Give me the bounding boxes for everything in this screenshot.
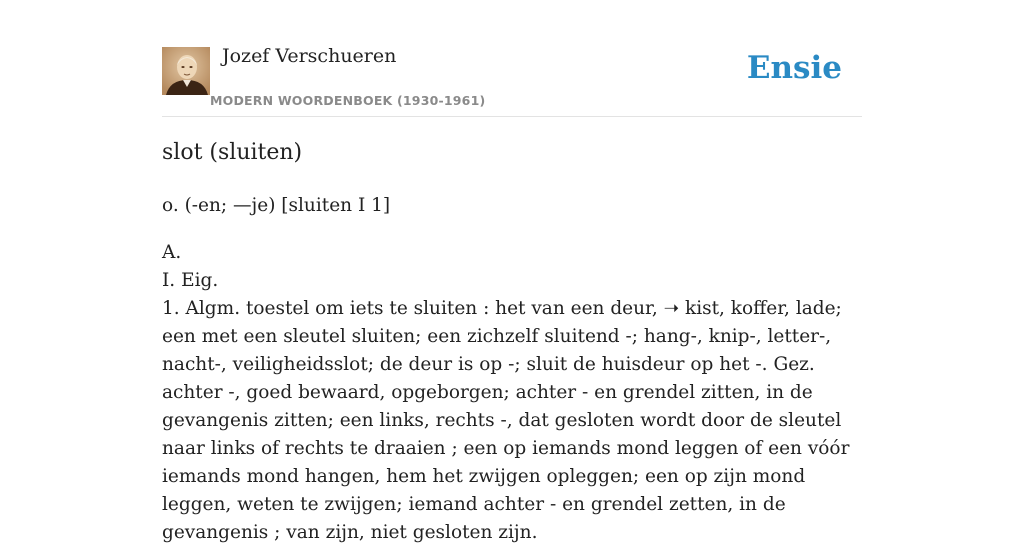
entry-subsection: I. Eig. (162, 270, 219, 291)
entry-grammar: o. (-en; —je) [sluiten I 1] (162, 195, 391, 216)
entry-content (162, 192, 862, 547)
page (162, 0, 862, 543)
author-portrait-icon (162, 47, 210, 95)
source-label[interactable]: MODERN WOORDENBOEK (1930-1961) (210, 93, 486, 108)
entry-section: A. (162, 242, 182, 263)
author-avatar[interactable] (162, 47, 210, 95)
entry-definition: 1. Algm. toestel om iets te sluiten : het van een deur, ➝ kist, koffer, lade; een met een sleutel sluiten; een zichzelf sluitend -; hang-, knip-, letter-, nacht-, veiligheidsslot; de deur is op -; sluit de huisdeur op het -. Gez. achter -, goed bewaard, opgeborgen; achter - en grendel zitten, in de gevangenis zitten; een links, rechts -, dat gesloten wordt door de sleutel naar links of rechts te draaien ; een op iemands mond leggen of een vóór iemands mond hangen, hem het zwijgen opleggen; een op zijn mond leggen, weten te zwijgen; iemand achter - en grendel zetten, in de gevangenis ; van zijn, niet gesloten zijn. (162, 298, 850, 543)
entry-title: slot (sluiten) (162, 140, 303, 165)
brand-logo-link[interactable]: Ensie (746, 50, 842, 86)
site-header (162, 0, 862, 117)
author-name[interactable]: Jozef Verschueren (222, 45, 397, 67)
